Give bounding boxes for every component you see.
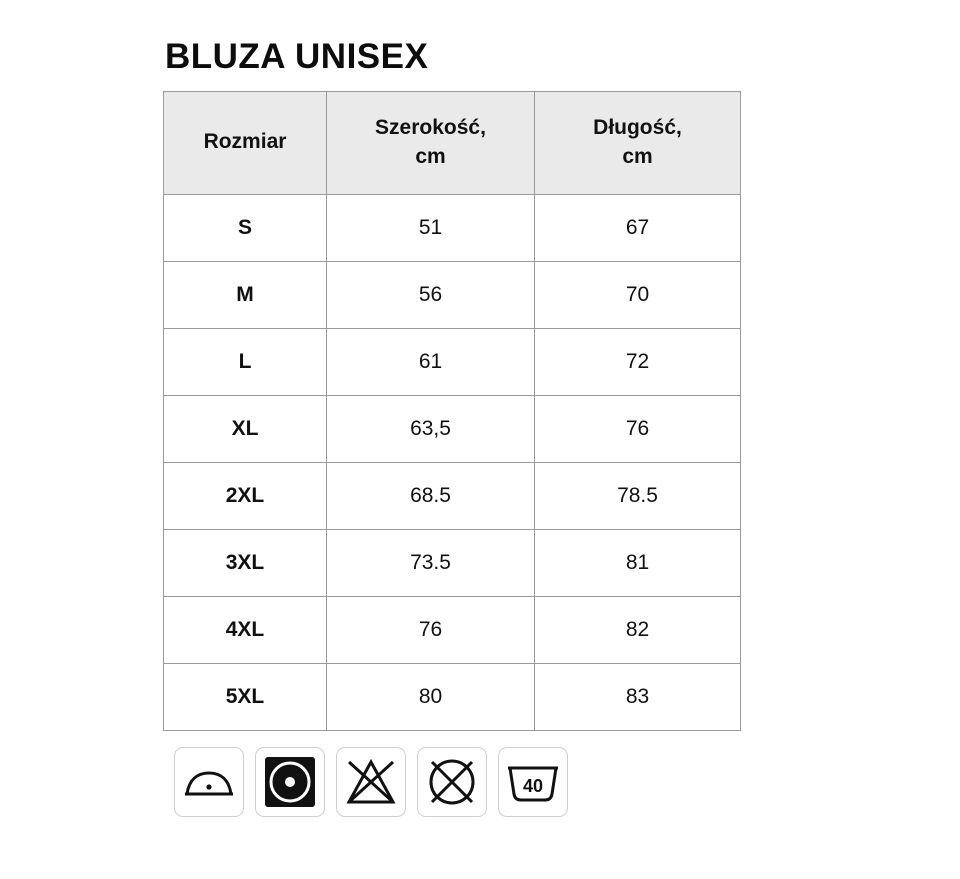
cell-width: 68.5 [327,462,535,529]
table-row [164,395,741,462]
table-header [164,91,741,194]
column-header-length-line2: cm [622,144,653,168]
table-row [164,462,741,529]
do-not-dry-clean-icon [417,747,487,817]
cell-size: XL [164,395,327,462]
table-row [164,596,741,663]
table-row [164,261,741,328]
column-header-width-line1: Szerokość, [375,116,486,140]
cell-length: 67 [535,194,741,261]
wash-temperature-label: 40 [522,775,544,796]
table-row [164,663,741,730]
cell-width: 80 [327,663,535,730]
cell-length: 81 [535,529,741,596]
cell-length: 70 [535,261,741,328]
cell-size: M [164,261,327,328]
column-header-width [327,91,535,194]
cell-size: 3XL [164,529,327,596]
table-row [164,328,741,395]
content-container [163,38,743,817]
size-table [163,91,741,731]
cell-length: 82 [535,596,741,663]
cell-size: 4XL [164,596,327,663]
cell-length: 78.5 [535,462,741,529]
cell-length: 83 [535,663,741,730]
column-header-size [164,91,327,194]
cell-width: 76 [327,596,535,663]
do-not-bleach-icon [336,747,406,817]
column-header-length-line1: Długość, [593,116,682,140]
cell-length: 76 [535,395,741,462]
cell-size: L [164,328,327,395]
cell-size: S [164,194,327,261]
cell-width: 56 [327,261,535,328]
table-header-row [164,91,741,194]
tumble-dry-normal-icon [255,747,325,817]
cell-size: 2XL [164,462,327,529]
column-header-size-line1: Rozmiar [203,130,287,154]
table-row [164,194,741,261]
column-header-width-line2: cm [415,144,446,168]
cell-width: 63,5 [327,395,535,462]
page-title: BLUZA UNISEX [165,37,429,76]
cell-length: 72 [535,328,741,395]
column-header-length [535,91,741,194]
care-instructions [174,747,743,817]
iron-low-temperature-icon [174,747,244,817]
cell-width: 51 [327,194,535,261]
cell-width: 61 [327,328,535,395]
table-row [164,529,741,596]
cell-width: 73.5 [327,529,535,596]
table-body [164,194,741,730]
wash-40-degrees-icon [498,747,568,817]
cell-size: 5XL [164,663,327,730]
